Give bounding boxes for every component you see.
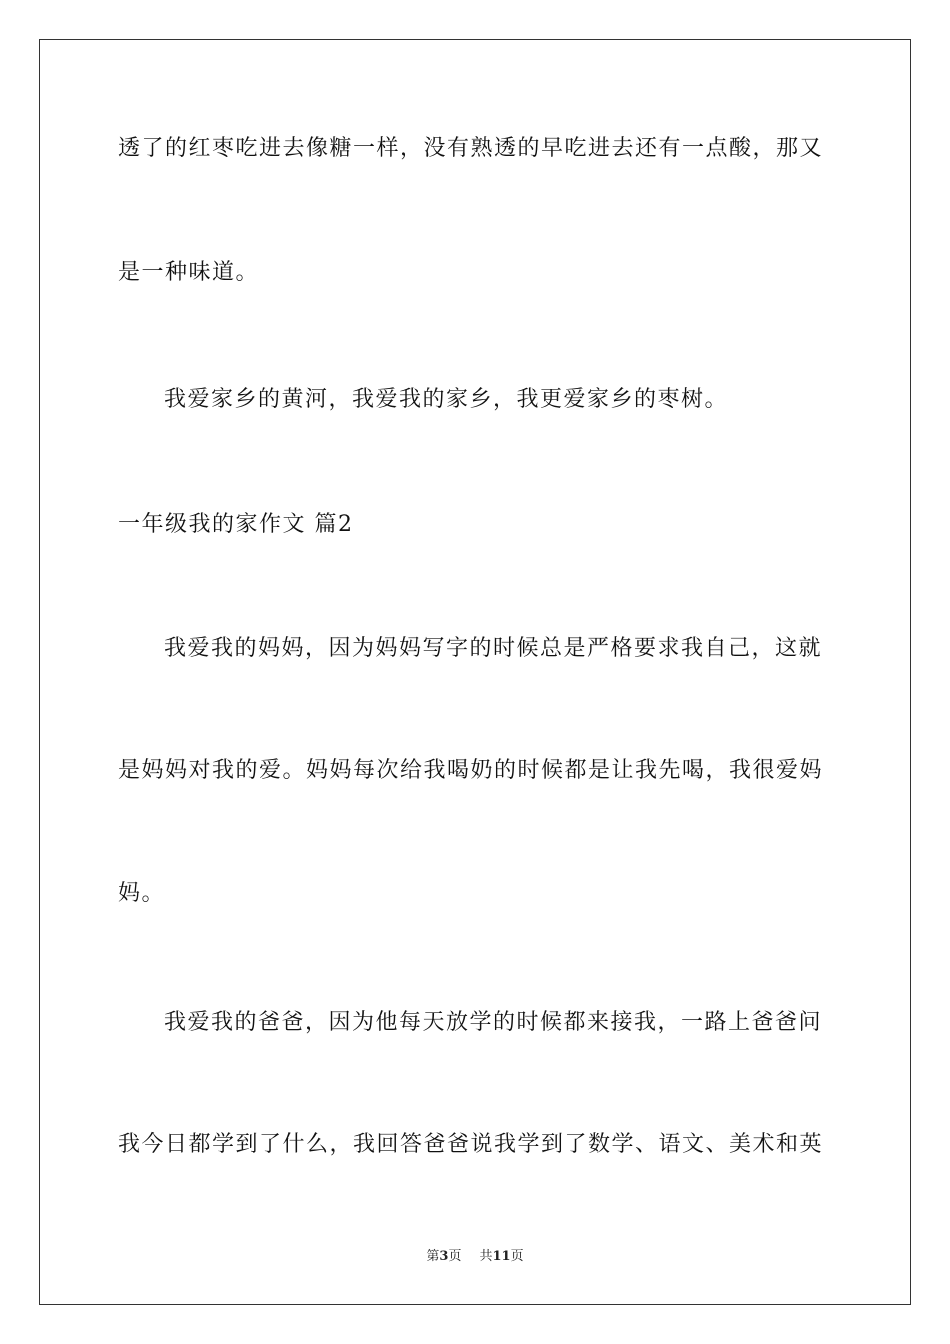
footer-page-prefix: 第 <box>426 1249 440 1264</box>
text-line-p3-3: 妈。 <box>118 881 166 906</box>
page-footer <box>0 1248 950 1266</box>
text-line-p3-2: 是妈妈对我的爱。妈妈每次给我喝奶的时候都是让我先喝，我很爱妈 <box>118 758 824 783</box>
footer-total-suffix: 页 <box>510 1249 524 1264</box>
footer-page-current: 3 <box>439 1249 449 1264</box>
footer-total-prefix: 共 <box>479 1249 493 1264</box>
section-heading: 一年级我的家作文 篇2 <box>118 512 354 537</box>
text-line-p3-1: 我爱我的妈妈，因为妈妈写字的时候总是严格要求我自己，这就 <box>164 636 823 661</box>
footer-page-suffix: 页 <box>448 1249 462 1264</box>
footer-page-total: 11 <box>492 1249 511 1264</box>
text-line-p4-1: 我爱我的爸爸，因为他每天放学的时候都来接我，一路上爸爸问 <box>164 1010 823 1035</box>
page-border <box>39 39 911 1305</box>
text-line-p4-2: 我今日都学到了什么，我回答爸爸说我学到了数学、语文、美术和英 <box>118 1132 824 1157</box>
text-line-p2-1: 我爱家乡的黄河，我爱我的家乡，我更爱家乡的枣树。 <box>164 387 729 412</box>
text-line-p1-1: 透了的红枣吃进去像糖一样，没有熟透的早吃进去还有一点酸，那又 <box>118 136 824 161</box>
text-line-p1-2: 是一种味道。 <box>118 260 260 285</box>
